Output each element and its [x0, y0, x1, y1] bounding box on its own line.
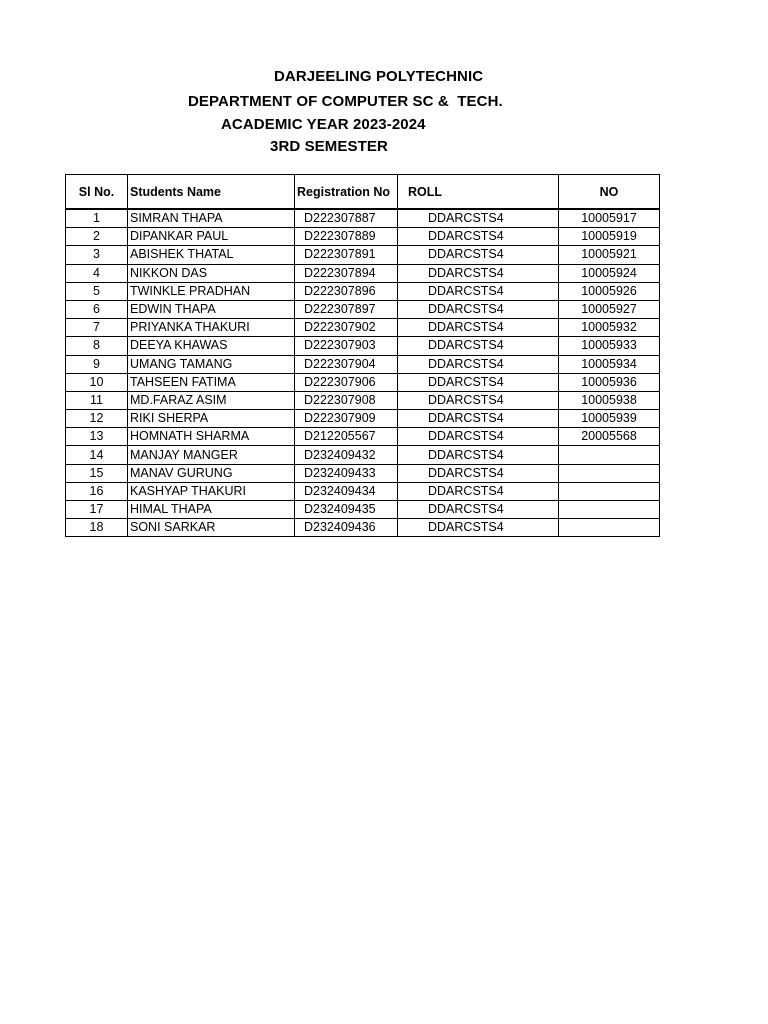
- cell-sl-no: 11: [66, 391, 128, 409]
- col-header-student-name: Students Name: [128, 175, 295, 210]
- cell-student-name: MANJAY MANGER: [128, 446, 295, 464]
- cell-student-name: DEEYA KHAWAS: [128, 337, 295, 355]
- cell-sl-no: 5: [66, 282, 128, 300]
- col-header-roll: ROLL: [398, 175, 559, 210]
- table-row: [66, 482, 660, 500]
- table-row: [66, 209, 660, 228]
- cell-roll: DDARCSTS4: [398, 209, 559, 228]
- cell-sl-no: 9: [66, 355, 128, 373]
- cell-registration-no: D222307906: [295, 373, 398, 391]
- cell-sl-no: 17: [66, 501, 128, 519]
- cell-no: 10005917: [559, 209, 660, 228]
- student-roll-table: [65, 174, 660, 537]
- cell-student-name: TAHSEEN FATIMA: [128, 373, 295, 391]
- cell-roll: DDARCSTS4: [398, 391, 559, 409]
- cell-student-name: KASHYAP THAKURI: [128, 482, 295, 500]
- cell-roll: DDARCSTS4: [398, 337, 559, 355]
- cell-student-name: UMANG TAMANG: [128, 355, 295, 373]
- cell-sl-no: 7: [66, 319, 128, 337]
- cell-student-name: MANAV GURUNG: [128, 464, 295, 482]
- cell-no: [559, 482, 660, 500]
- cell-no: 10005938: [559, 391, 660, 409]
- cell-roll: DDARCSTS4: [398, 282, 559, 300]
- cell-no: [559, 501, 660, 519]
- cell-roll: DDARCSTS4: [398, 373, 559, 391]
- cell-sl-no: 4: [66, 264, 128, 282]
- table-body: [66, 209, 660, 537]
- col-header-sl-no: Sl No.: [66, 175, 128, 210]
- table-row: [66, 501, 660, 519]
- cell-student-name: TWINKLE PRADHAN: [128, 282, 295, 300]
- table-row: [66, 446, 660, 464]
- cell-roll: DDARCSTS4: [398, 264, 559, 282]
- cell-sl-no: 6: [66, 300, 128, 318]
- table-row: [66, 282, 660, 300]
- semester-title: 3RD SEMESTER: [270, 138, 388, 155]
- table-row: [66, 519, 660, 537]
- cell-registration-no: D222307903: [295, 337, 398, 355]
- table-header: [66, 175, 660, 210]
- table-row: [66, 264, 660, 282]
- cell-roll: DDARCSTS4: [398, 482, 559, 500]
- cell-roll: DDARCSTS4: [398, 410, 559, 428]
- academic-year: ACADEMIC YEAR 2023-2024: [221, 116, 426, 133]
- header-row: [66, 175, 660, 210]
- cell-student-name: HOMNATH SHARMA: [128, 428, 295, 446]
- cell-roll: DDARCSTS4: [398, 228, 559, 246]
- cell-registration-no: D222307902: [295, 319, 398, 337]
- cell-student-name: SONI SARKAR: [128, 519, 295, 537]
- cell-student-name: RIKI SHERPA: [128, 410, 295, 428]
- table-row: [66, 319, 660, 337]
- cell-registration-no: D222307887: [295, 209, 398, 228]
- cell-sl-no: 18: [66, 519, 128, 537]
- cell-sl-no: 14: [66, 446, 128, 464]
- institution-name: DARJEELING POLYTECHNIC: [274, 68, 484, 85]
- cell-registration-no: D222307909: [295, 410, 398, 428]
- cell-sl-no: 13: [66, 428, 128, 446]
- cell-student-name: DIPANKAR PAUL: [128, 228, 295, 246]
- table-row: [66, 246, 660, 264]
- cell-registration-no: D222307891: [295, 246, 398, 264]
- cell-no: [559, 519, 660, 537]
- table-row: [66, 300, 660, 318]
- cell-no: 10005919: [559, 228, 660, 246]
- table-row: [66, 373, 660, 391]
- cell-registration-no: D222307894: [295, 264, 398, 282]
- cell-registration-no: D232409436: [295, 519, 398, 537]
- cell-no: [559, 464, 660, 482]
- table-row: [66, 410, 660, 428]
- col-header-registration-no: Registration No: [295, 175, 398, 210]
- cell-sl-no: 8: [66, 337, 128, 355]
- cell-registration-no: D222307897: [295, 300, 398, 318]
- cell-sl-no: 10: [66, 373, 128, 391]
- col-header-no: NO: [559, 175, 660, 210]
- cell-no: 10005934: [559, 355, 660, 373]
- cell-student-name: ABISHEK THATAL: [128, 246, 295, 264]
- cell-registration-no: D222307904: [295, 355, 398, 373]
- table-row: [66, 464, 660, 482]
- cell-sl-no: 2: [66, 228, 128, 246]
- cell-registration-no: D232409434: [295, 482, 398, 500]
- cell-no: 10005921: [559, 246, 660, 264]
- cell-student-name: PRIYANKA THAKURI: [128, 319, 295, 337]
- table-row: [66, 337, 660, 355]
- cell-roll: DDARCSTS4: [398, 501, 559, 519]
- cell-student-name: EDWIN THAPA: [128, 300, 295, 318]
- cell-sl-no: 15: [66, 464, 128, 482]
- cell-no: 10005933: [559, 337, 660, 355]
- cell-registration-no: D232409432: [295, 446, 398, 464]
- cell-student-name: NIKKON DAS: [128, 264, 295, 282]
- table-row: [66, 355, 660, 373]
- table-row: [66, 228, 660, 246]
- cell-roll: DDARCSTS4: [398, 519, 559, 537]
- cell-registration-no: D232409435: [295, 501, 398, 519]
- cell-no: 10005932: [559, 319, 660, 337]
- cell-no: 10005926: [559, 282, 660, 300]
- cell-registration-no: D222307889: [295, 228, 398, 246]
- cell-roll: DDARCSTS4: [398, 319, 559, 337]
- cell-roll: DDARCSTS4: [398, 355, 559, 373]
- cell-roll: DDARCSTS4: [398, 300, 559, 318]
- cell-roll: DDARCSTS4: [398, 428, 559, 446]
- department-name: DEPARTMENT OF COMPUTER SC & TECH.: [188, 93, 503, 110]
- table-row: [66, 428, 660, 446]
- cell-registration-no: D212205567: [295, 428, 398, 446]
- cell-roll: DDARCSTS4: [398, 246, 559, 264]
- cell-sl-no: 1: [66, 209, 128, 228]
- cell-roll: DDARCSTS4: [398, 446, 559, 464]
- cell-no: 10005936: [559, 373, 660, 391]
- cell-student-name: MD.FARAZ ASIM: [128, 391, 295, 409]
- cell-registration-no: D222307908: [295, 391, 398, 409]
- cell-no: [559, 446, 660, 464]
- table-row: [66, 391, 660, 409]
- cell-no: 10005927: [559, 300, 660, 318]
- cell-no: 20005568: [559, 428, 660, 446]
- cell-no: 10005939: [559, 410, 660, 428]
- cell-sl-no: 16: [66, 482, 128, 500]
- cell-no: 10005924: [559, 264, 660, 282]
- cell-sl-no: 3: [66, 246, 128, 264]
- cell-registration-no: D222307896: [295, 282, 398, 300]
- cell-roll: DDARCSTS4: [398, 464, 559, 482]
- cell-student-name: SIMRAN THAPA: [128, 209, 295, 228]
- cell-student-name: HIMAL THAPA: [128, 501, 295, 519]
- cell-sl-no: 12: [66, 410, 128, 428]
- cell-registration-no: D232409433: [295, 464, 398, 482]
